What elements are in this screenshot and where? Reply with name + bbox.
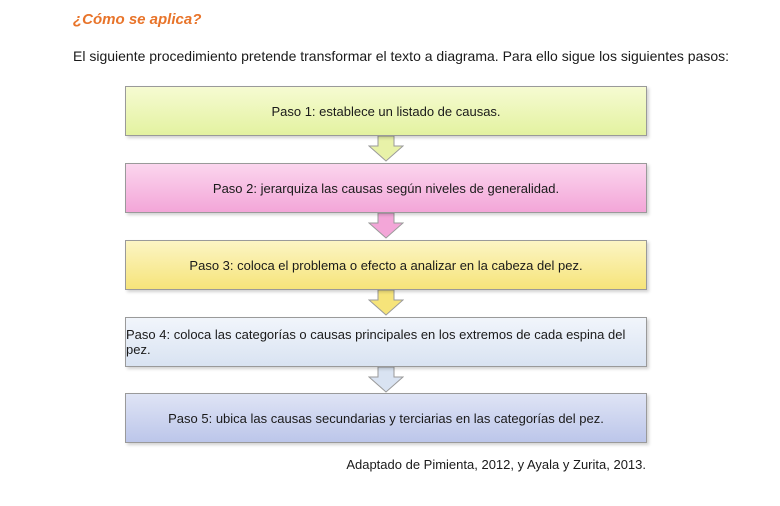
source-citation: Adaptado de Pimienta, 2012, y Ayala y Zurita, 2013. [346, 457, 646, 472]
down-arrow-icon [368, 367, 404, 393]
down-arrow-icon [368, 213, 404, 239]
step-label: Paso 1: establece un listado de causas. [271, 103, 501, 119]
step-box-2 [125, 163, 647, 213]
step-box-3 [125, 240, 647, 290]
step-label: Paso 3: coloca el problema o efecto a analizar en la cabeza del pez. [189, 257, 583, 273]
step-box-1 [125, 86, 647, 136]
step-box-5 [125, 393, 647, 443]
down-arrow-icon [368, 136, 404, 162]
down-arrow-icon [368, 290, 404, 316]
section-heading: ¿Cómo se aplica? [73, 11, 202, 28]
step-label: Paso 4: coloca las categorías o causas principales en los extremos de cada espina del pez. [126, 327, 626, 357]
step-box-4 [125, 317, 647, 367]
step-label: Paso 5: ubica las causas secundarias y terciarias en las categorías del pez. [168, 410, 604, 426]
intro-text: El siguiente procedimiento pretende transformar el texto a diagrama. Para ello sigue los siguientes pasos: [73, 48, 730, 64]
step-label: Paso 2: jerarquiza las causas según niveles de generalidad. [212, 180, 560, 196]
